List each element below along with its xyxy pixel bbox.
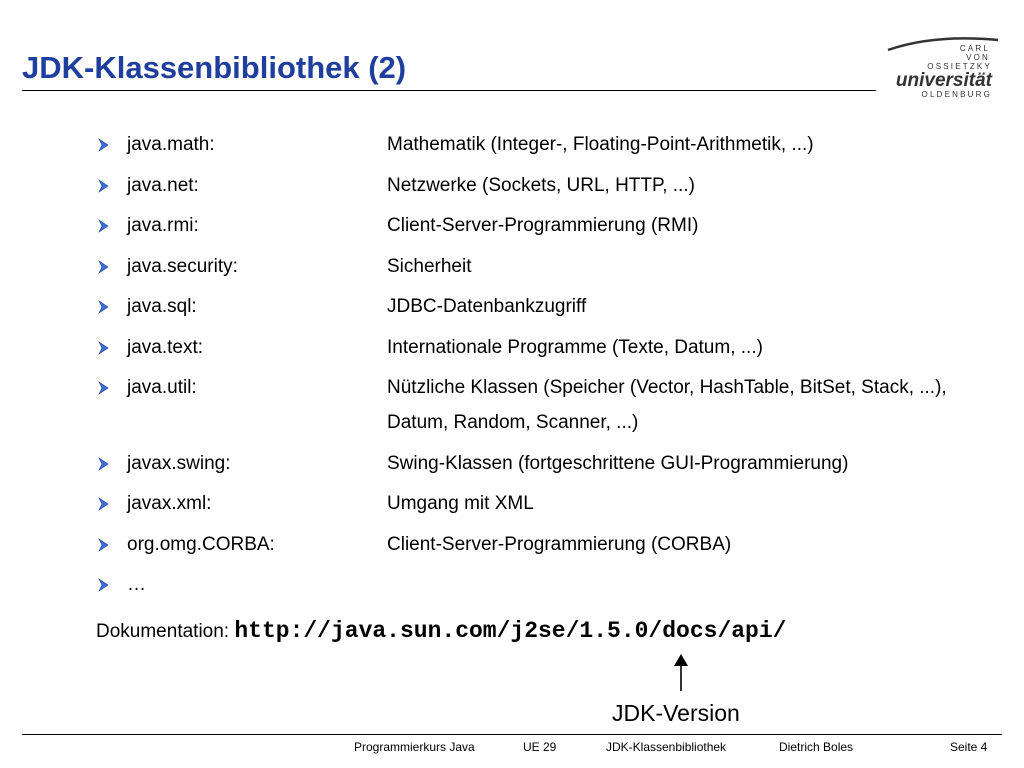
list-item [96,446,967,481]
package-name: javax.xml: [127,493,212,514]
package-description: Swing-Klassen (fortgeschrittene GUI-Programmierung) [387,452,849,474]
package-description: JDBC-Datenbankzugriff [387,296,587,317]
title-divider [22,90,876,91]
package-description: Internationale Programme (Texte, Datum, ...) [387,336,763,358]
package-description: Client-Server-Programmierung (CORBA) [387,533,732,555]
package-name: java.util: [127,377,197,398]
arrow-bullet-icon [96,381,110,395]
list-item [96,289,967,324]
package-description: Client-Server-Programmierung (RMI) [387,215,699,236]
package-name: java.sql: [127,296,197,317]
documentation-line [96,618,786,644]
list-item [96,127,967,162]
package-name: … [127,574,146,595]
package-name: java.text: [127,336,204,358]
footer-course: Programmierkurs Java [354,740,475,754]
package-description: Nützliche Klassen (Speicher (Vector, HashTable, BitSet, Stack, ...), Datum, Random, Scanner, ...) [387,377,947,433]
package-name: java.net: [127,174,199,196]
package-name: java.security: [127,255,238,277]
package-list [96,127,967,608]
logo-text-carl: CARL [959,44,990,53]
arrow-bullet-icon [96,497,110,511]
list-item [96,370,967,440]
arrow-bullet-icon [96,341,110,355]
list-item [96,208,967,243]
list-item [96,486,967,521]
documentation-url[interactable]: http://java.sun.com/j2se/1.5.0/docs/api/ [234,618,787,644]
arrow-bullet-icon [96,457,110,471]
list-item [96,527,967,562]
package-name: org.omg.CORBA: [127,533,275,555]
arrow-bullet-icon [96,578,110,592]
list-item [96,249,967,284]
footer-author: Dietrich Boles [779,740,854,754]
slide-title: JDK-Klassenbibliothek (2) [22,50,407,85]
logo-text-universitat: universität [895,70,992,91]
list-item [96,330,967,365]
footer-unit: UE 29 [523,740,557,754]
list-item [96,168,967,203]
arrow-bullet-icon [96,179,110,193]
arrow-bullet-icon [96,138,110,152]
package-name: java.math: [127,134,215,155]
logo-text-ossietzky: OSSIETZKY [927,62,992,71]
arrow-bullet-icon [96,538,110,552]
package-description: Netzwerke (Sockets, URL, HTTP, ...) [387,174,695,196]
list-item [96,567,967,602]
logo-text-von: VON [966,53,990,62]
package-description: Sicherheit [387,255,472,277]
arrow-bullet-icon [96,219,110,233]
footer-page-number: Seite 4 [950,740,988,754]
logo-text-oldenburg: OLDENBURG [921,90,992,99]
arrow-bullet-icon [96,260,110,274]
package-description [387,567,967,602]
arrow-bullet-icon [96,300,110,314]
package-description: Mathematik (Integer-, Floating-Point-Arithmetik, ...) [387,134,814,155]
package-description: Umgang mit XML [387,493,534,514]
up-arrow-icon [670,654,692,692]
footer-topic: JDK-Klassenbibliothek [606,740,727,754]
jdk-version-label: JDK-Version [612,700,740,726]
university-logo [884,36,1002,102]
package-name: javax.swing: [127,452,231,474]
documentation-label: Dokumentation: [96,621,235,642]
footer-divider [22,734,1002,735]
package-name: java.rmi: [127,215,199,236]
